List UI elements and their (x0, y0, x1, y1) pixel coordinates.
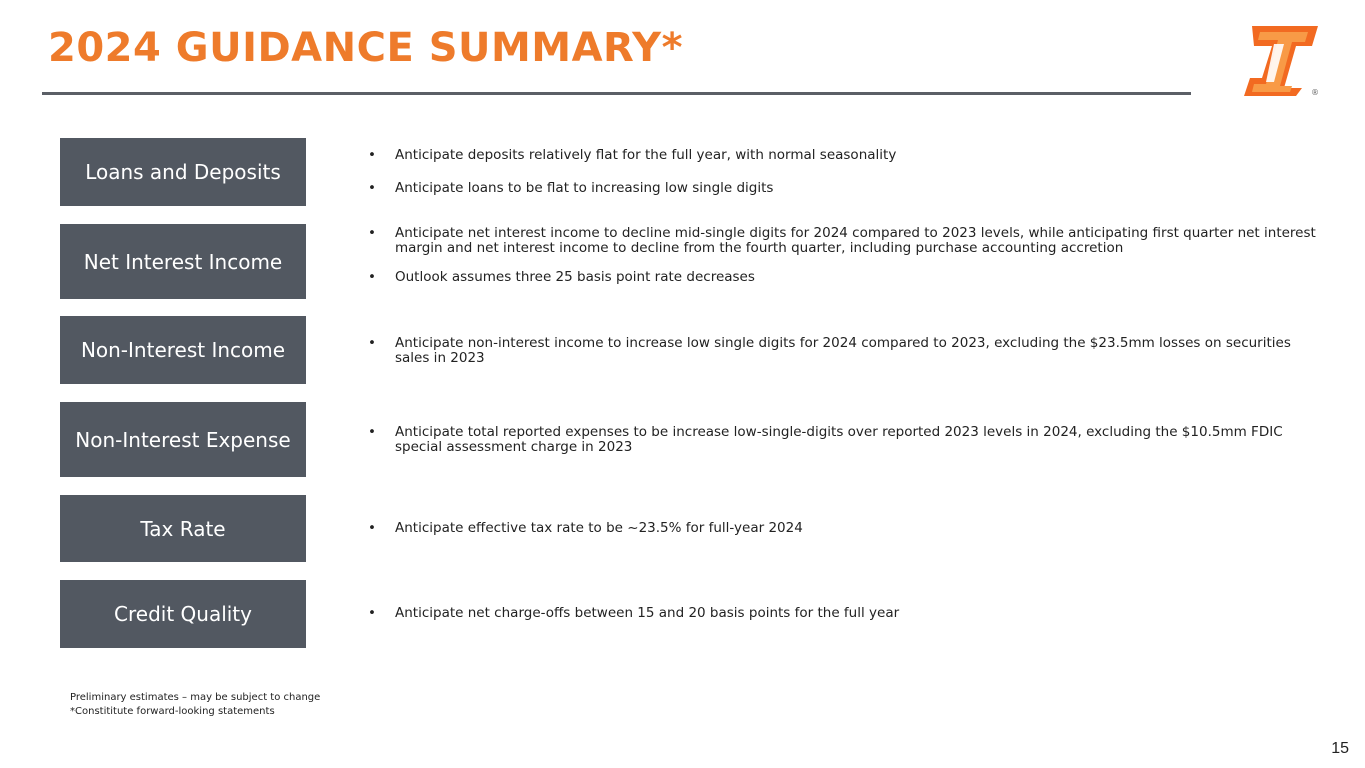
footnote-forward-looking: *Constititute forward-looking statements (70, 706, 275, 717)
page-title: 2024 GUIDANCE SUMMARY* (48, 25, 684, 71)
bullet-item: • Outlook assumes three 25 basis point rate decreases (368, 270, 1318, 285)
bullet-list-non-interest-income (368, 336, 1318, 366)
category-box-credit-quality: Credit Quality (60, 580, 306, 648)
category-box-non-interest-income: Non-Interest Income (60, 316, 306, 384)
bullet-list-credit-quality (368, 606, 1318, 621)
bullet-item: • Anticipate total reported expenses to be increase low-single-digits over reported 2023 levels in 2024, excluding the $10.5mm FDIC special assessment charge in 2023 (368, 425, 1318, 455)
category-box-net-interest-income: Net Interest Income (60, 224, 306, 299)
bullet-item: • Anticipate effective tax rate to be ~23.5% for full-year 2024 (368, 521, 1318, 536)
bullet-item: • Anticipate deposits relatively flat for the full year, with normal seasonality (368, 148, 1318, 163)
title-divider (42, 92, 1191, 95)
bullet-list-tax-rate (368, 521, 1318, 536)
registered-mark: ® (1311, 88, 1319, 97)
footnote-preliminary: Preliminary estimates – may be subject to change (70, 692, 321, 703)
company-logo-icon (1238, 22, 1324, 98)
bullet-item: • Anticipate non-interest income to increase low single digits for 2024 compared to 2023, excluding the $23.5mm losses on securities sales in 2023 (368, 336, 1318, 366)
category-box-tax-rate: Tax Rate (60, 495, 306, 562)
bullet-list-loans-deposits (368, 148, 1318, 196)
category-box-loans-deposits: Loans and Deposits (60, 138, 306, 206)
footnotes (70, 691, 320, 719)
category-box-non-interest-expense: Non-Interest Expense (60, 402, 306, 477)
page-number: 15 (1331, 740, 1349, 757)
bullet-item: • Anticipate net interest income to decline mid-single digits for 2024 compared to 2023 levels, while anticipating first quarter net interest margin and net interest income to decline from the fourth quarter, including purchase accounting accretion (368, 226, 1318, 256)
bullet-list-net-interest-income (368, 226, 1318, 285)
bullet-item: • Anticipate loans to be flat to increasing low single digits (368, 181, 1318, 196)
bullet-item: • Anticipate net charge-offs between 15 and 20 basis points for the full year (368, 606, 1318, 621)
bullet-list-non-interest-expense (368, 425, 1318, 455)
